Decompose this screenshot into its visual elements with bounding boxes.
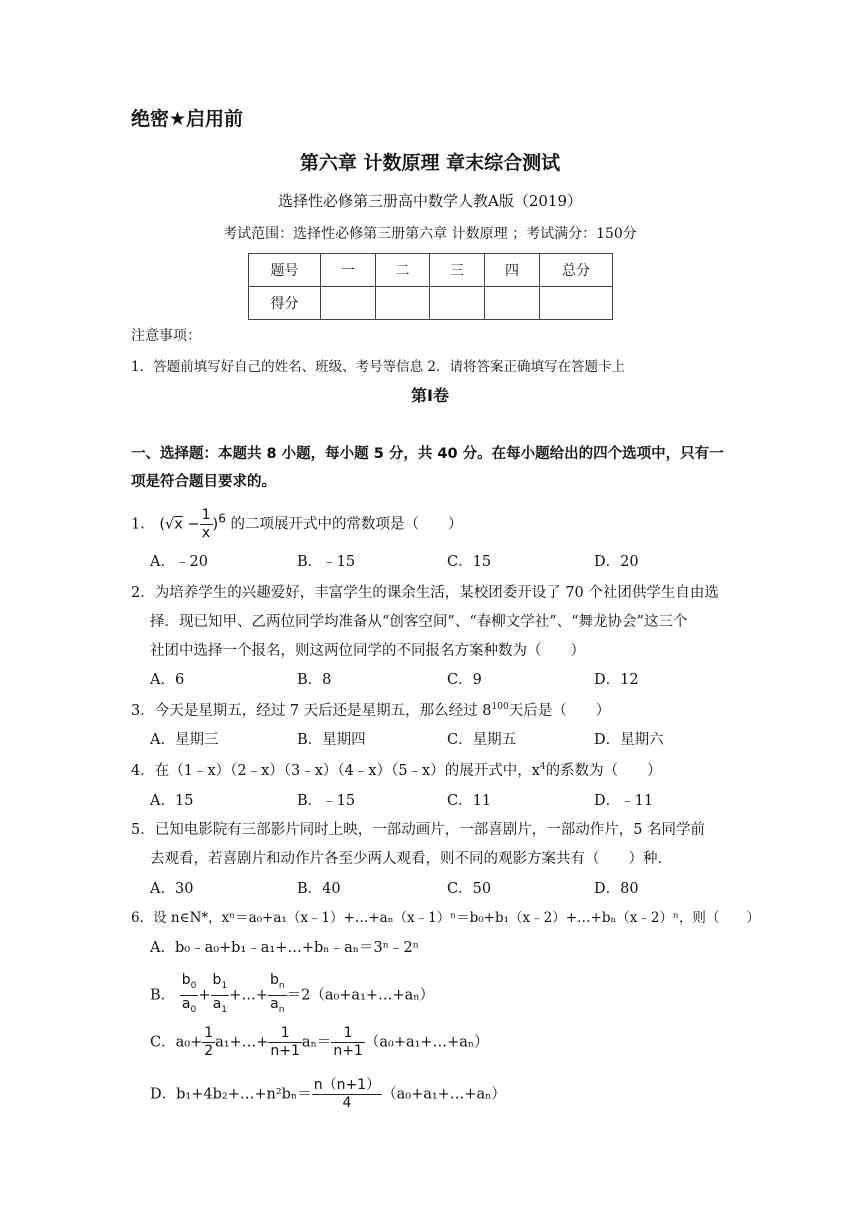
question-number: 1． — [131, 516, 155, 533]
header-cell: 一 — [321, 254, 376, 287]
option-c-tail: （a₀+a₁+…+aₙ） — [364, 1034, 489, 1051]
score-cell[interactable] — [430, 287, 485, 320]
q3-option-b[interactable]: B．星期四 — [297, 732, 366, 748]
q3-post: 天后是（ ） — [508, 703, 611, 719]
header-cell: 总分 — [540, 254, 613, 287]
q4-exponent: 4 — [539, 762, 546, 773]
q5-line-2: 去观看，若喜剧片和动作片各至少两人观看，则不同的观影方案共有（ ）种． — [150, 851, 672, 867]
question-3 — [131, 699, 610, 720]
row-label: 得分 — [249, 287, 321, 320]
q4-option-b[interactable]: B．﹣15 — [297, 793, 356, 809]
formula-sqrt-x-minus-1-over-x: (√x − $\frac{1}{x}$ )$^6$ — [159, 507, 226, 541]
question-4 — [131, 759, 662, 780]
question-6-stem: 6．设 n∈N*，xⁿ＝a₀+a₁（x﹣1）+…+aₙ（x﹣1）ⁿ＝b₀+b₁（x﹣2）+…+bₙ（x﹣2）ⁿ，则（ ） — [131, 910, 760, 926]
q5-option-c[interactable]: C．50 — [447, 881, 492, 897]
q2-option-a[interactable]: A．6 — [150, 672, 185, 688]
header-cell: 四 — [485, 254, 540, 287]
fraction-1-over-2: $\frac{1}{2}$ — [204, 1025, 214, 1059]
q2-line-3: 社团中选择一个报名，则这两位同学的不同报名方案种数为（ ） — [150, 643, 585, 659]
q4-option-c[interactable]: C．11 — [447, 793, 492, 809]
page-subtitle: 选择性必修第三册高中数学人教A版（2019） — [277, 192, 582, 210]
section-heading — [131, 440, 724, 496]
q6-option-a[interactable]: A．b₀﹣a₀+b₁﹣a₁+…+bₙ﹣aₙ＝3ⁿ﹣2ⁿ — [150, 940, 419, 956]
notice-label: 注意事项： — [131, 328, 201, 344]
header-cell: 三 — [430, 254, 485, 287]
q3-option-a[interactable]: A．星期三 — [150, 732, 219, 748]
q4-post: 的系数为（ ） — [545, 763, 662, 779]
q5-option-d[interactable]: D．80 — [594, 881, 639, 897]
option-letter: B． — [150, 987, 176, 1004]
header-cell: 题号 — [249, 254, 321, 287]
option-b-tail: ＝2（a₀+a₁+…+aₙ） — [286, 987, 435, 1004]
fraction-bn-an: $\frac{b_n}{a_n}$ — [269, 972, 285, 1015]
score-cell[interactable] — [485, 287, 540, 320]
score-table-score-row — [249, 287, 613, 320]
fraction-b0-a0: $\frac{b_0}{a_0}$ — [181, 972, 197, 1015]
section-line-2: 项是符合题目要求的。 — [131, 474, 276, 490]
q6-option-c[interactable]: C．a₀+ $\frac{1}{2}$ a₁+…+ $\frac{1}{n+1}$ aₙ＝ $\frac{1}{n+1}$ （a₀+a₁+…+aₙ） — [150, 1025, 489, 1059]
question-1 — [131, 507, 462, 542]
score-cell[interactable] — [540, 287, 613, 320]
notice-line: 1．答题前填写好自己的姓名、班级、考号等信息 2．请将答案正确填写在答题卡上 — [131, 359, 625, 375]
q1-option-a[interactable]: A．﹣20 — [150, 554, 208, 570]
q2-option-b[interactable]: B．8 — [297, 672, 332, 688]
page-title: 第六章 计数原理 章末综合测试 — [299, 152, 561, 174]
option-d-tail: （a₀+a₁+…+aₙ） — [382, 1086, 506, 1103]
q5-line-1: 5．已知电影院有三部影片同时上映，一部动画片，一部喜剧片，一部动作片，5 名同学前 — [131, 822, 706, 838]
q1-option-c[interactable]: C．15 — [447, 554, 492, 570]
q4-option-d[interactable]: D．﹣11 — [594, 793, 654, 809]
q6-option-b[interactable]: B． $\frac{b_0}{a_0}$ + $\frac{b_1}{a_1}$ +…+ $\frac{b_n}{a_n}$ ＝2（a₀+a₁+…+aₙ） — [150, 972, 434, 1019]
score-table — [248, 253, 613, 320]
option-letter: C． — [150, 1034, 176, 1051]
q1-option-b[interactable]: B．﹣15 — [297, 554, 356, 570]
q6-option-d[interactable]: D．b₁+4b₂+…+n²bₙ＝ $\frac{n(n+1)}{4}$ （a₀+a₁+…+aₙ） — [150, 1077, 506, 1111]
q2-option-c[interactable]: C．9 — [447, 672, 482, 688]
fraction-n-n-plus-1-over-4: $\frac{n(n+1)}{4}$ — [313, 1077, 381, 1111]
q5-option-a[interactable]: A．30 — [150, 881, 194, 897]
fraction-b1-a1: $\frac{b_1}{a_1}$ — [212, 972, 228, 1015]
score-table-header-row — [249, 254, 613, 287]
q4-pre: 4．在（1﹣x）（2﹣x）（3﹣x）（4﹣x）（5﹣x）的展开式中，x — [131, 763, 540, 779]
confidential-mark: 绝密★启用前 — [131, 108, 244, 130]
volume-title: 第Ⅰ卷 — [411, 386, 449, 405]
q3-option-d[interactable]: D．星期六 — [594, 732, 664, 748]
q4-option-a[interactable]: A．15 — [150, 793, 194, 809]
q1-option-d[interactable]: D．20 — [594, 554, 639, 570]
q2-line-2: 择．现已知甲、乙两位同学均准备从“创客空间”、“春柳文学社”、“舞龙协会”这三个 — [150, 614, 688, 630]
fraction-1-over-n-plus-1: $\frac{1}{n+1}$ — [270, 1025, 300, 1059]
score-cell[interactable] — [321, 287, 376, 320]
fraction-1-over-n-plus-1: $\frac{1}{n+1}$ — [333, 1025, 363, 1059]
q3-option-c[interactable]: C．星期五 — [447, 732, 517, 748]
q5-option-b[interactable]: B．40 — [297, 881, 341, 897]
q2-option-d[interactable]: D．12 — [594, 672, 639, 688]
option-letter: D． — [150, 1086, 177, 1103]
q3-exponent: 100 — [491, 702, 509, 713]
q3-pre: 3．今天是星期五，经过 7 天后还是星期五，那么经过 8 — [131, 703, 492, 719]
header-cell: 二 — [376, 254, 430, 287]
q2-line-1: 2．为培养学生的兴趣爱好，丰富学生的课余生活，某校团委开设了 70 个社团供学生自由选 — [131, 585, 719, 601]
score-cell[interactable] — [376, 287, 430, 320]
section-line-1: 一、选择题：本题共 8 小题，每小题 5 分，共 40 分。在每小题给出的四个选项中，只有一 — [131, 446, 724, 462]
exam-range: 考试范围：选择性必修第三册第六章 计数原理 ；考试满分：150分 — [223, 226, 637, 242]
question-text: 的二项展开式中的常数项是（ ） — [230, 516, 463, 533]
